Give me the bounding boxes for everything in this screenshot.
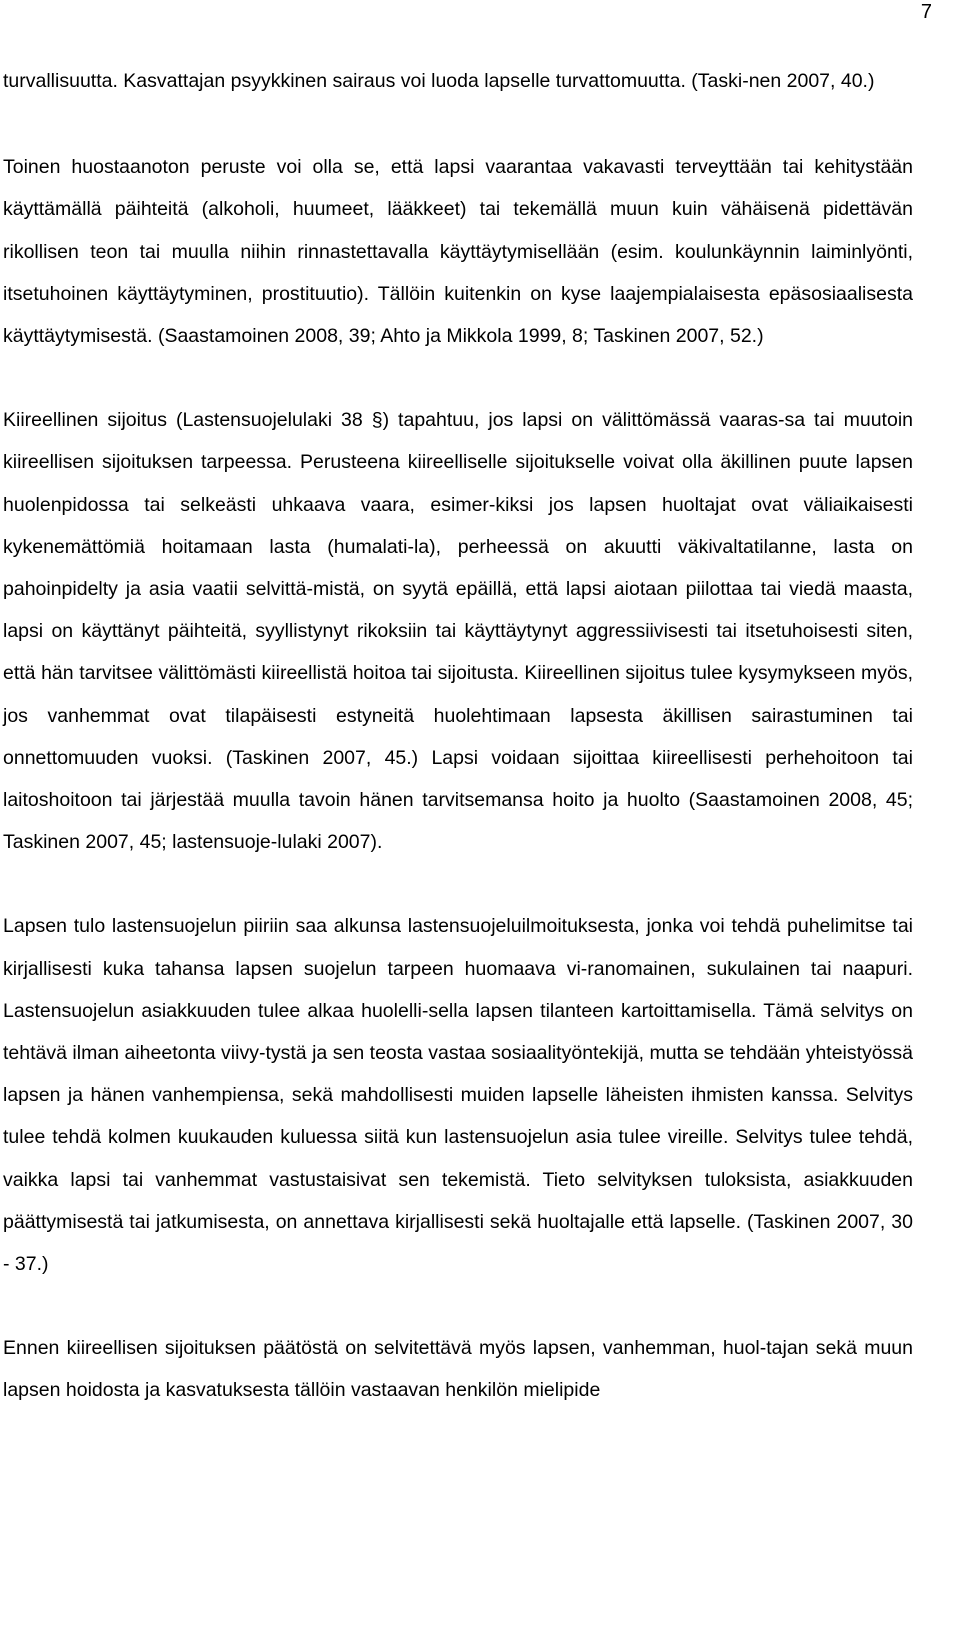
paragraph-4: Lapsen tulo lastensuojelun piiriin saa alkunsa lastensuojeluilmoituksesta, jonka voi tehdä puhelimitse tai kirjallisesti kuka tahansa lapsen suojelun tarpeen huomaava vi-ranomainen, sukulainen tai naapuri. Lastensuojelun asiakkuuden tulee alkaa huolelli-sella lapsen tilanteen kartoittamisella. Tämä selvitys on tehtävä ilman aiheetonta viivy-tystä ja sen teosta vastaa sosiaalityöntekijä, mutta se tehdään yhteistyössä lapsen ja hänen vanhempiensa, sekä mahdollisesti muiden lapselle läheisten ihmisten kanssa. Selvitys tulee tehdä kolmen kuukauden kuluessa siitä kun lastensuojelun asia tulee vireille. Selvitys tulee tehdä, vaikka lapsi tai vanhemmat vastustaisivat sen tekemistä. Tieto selvityksen tuloksista, asiakkuuden päättymisestä tai jatkumisesta, on annettava kirjallisesti sekä huoltajalle että lapselle. (Taskinen 2007, 30 - 37.) — [3, 915, 913, 1276]
paragraph-2: Toinen huostaanoton peruste voi olla se, että lapsi vaarantaa vakavasti terveyttään tai kehitystään käyttämällä päihteitä (alkoholi, huumeet, lääkkeet) tai tekemällä muun kuin vähäisenä pidettävän rikollisen teon tai muulla niihin rinnastettavalla käyttäytymisellään (esim. koulunkäynnin laiminlyönti, itsetuhoinen käyttäytyminen, prostituutio). Tällöin kuitenkin on kyse laajempialaisesta epäsosiaalisesta käyttäytymisestä. (Saastamoinen 2008, 39; Ahto ja Mikkola 1999, 8; Taskinen 2007, 52.) — [3, 156, 913, 348]
paragraph-1: turvallisuutta. Kasvattajan psyykkinen sairaus voi luoda lapselle turvattomuutta. (Taski-nen 2007, 40.) — [3, 70, 875, 92]
paragraph-5: Ennen kiireellisen sijoituksen päätöstä on selvitettävä myös lapsen, vanhemman, huol-tajan sekä muun lapsen hoidosta ja kasvatuksesta tällöin vastaavan henkilön mielipide — [3, 1337, 913, 1402]
page-number: 7 — [920, 1, 932, 23]
document-body — [3, 60, 913, 1412]
paragraph-3: Kiireellinen sijoitus (Lastensuojelulaki 38 §) tapahtuu, jos lapsi on välittömässä vaaras-sa tai muutoin kiireellisen sijoituksen tarpeessa. Perusteena kiireelliselle sijoitukselle voivat olla äkillinen puute lapsen huolenpidossa tai selkeästi uhkaava vaara, esimer-kiksi jos lapsen huoltajat ovat väliaikaisesti kykenemättömiä hoitamaan lasta (humalati-la), perheessä on akuutti väkivaltatilanne, lasta on pahoinpidelty ja asia vaatii selvittä-mistä, on syytä epäillä, että lapsi aiotaan piilottaa tai viedä maasta, lapsi on käyttänyt päihteitä, syyllistynyt rikoksiin tai käyttäytynyt aggressiivisesti tai itsetuhoisesti siten, että hän tarvitsee välittömästi kiireellistä hoitoa tai sijoitusta. Kiireellinen sijoitus tulee kysymykseen myös, jos vanhemmat ovat tilapäisesti estyneitä huolehtimaan lapsesta äkillisen sairastuminen tai onnettomuuden vuoksi. (Taskinen 2007, 45.) Lapsi voidaan sijoittaa kiireellisesti perhehoitoon tai laitoshoitoon tai järjestää muulla tavoin hänen tarvitsemansa hoito ja huolto (Saastamoinen 2008, 45; Taskinen 2007, 45; lastensuoje-lulaki 2007). — [3, 409, 913, 854]
